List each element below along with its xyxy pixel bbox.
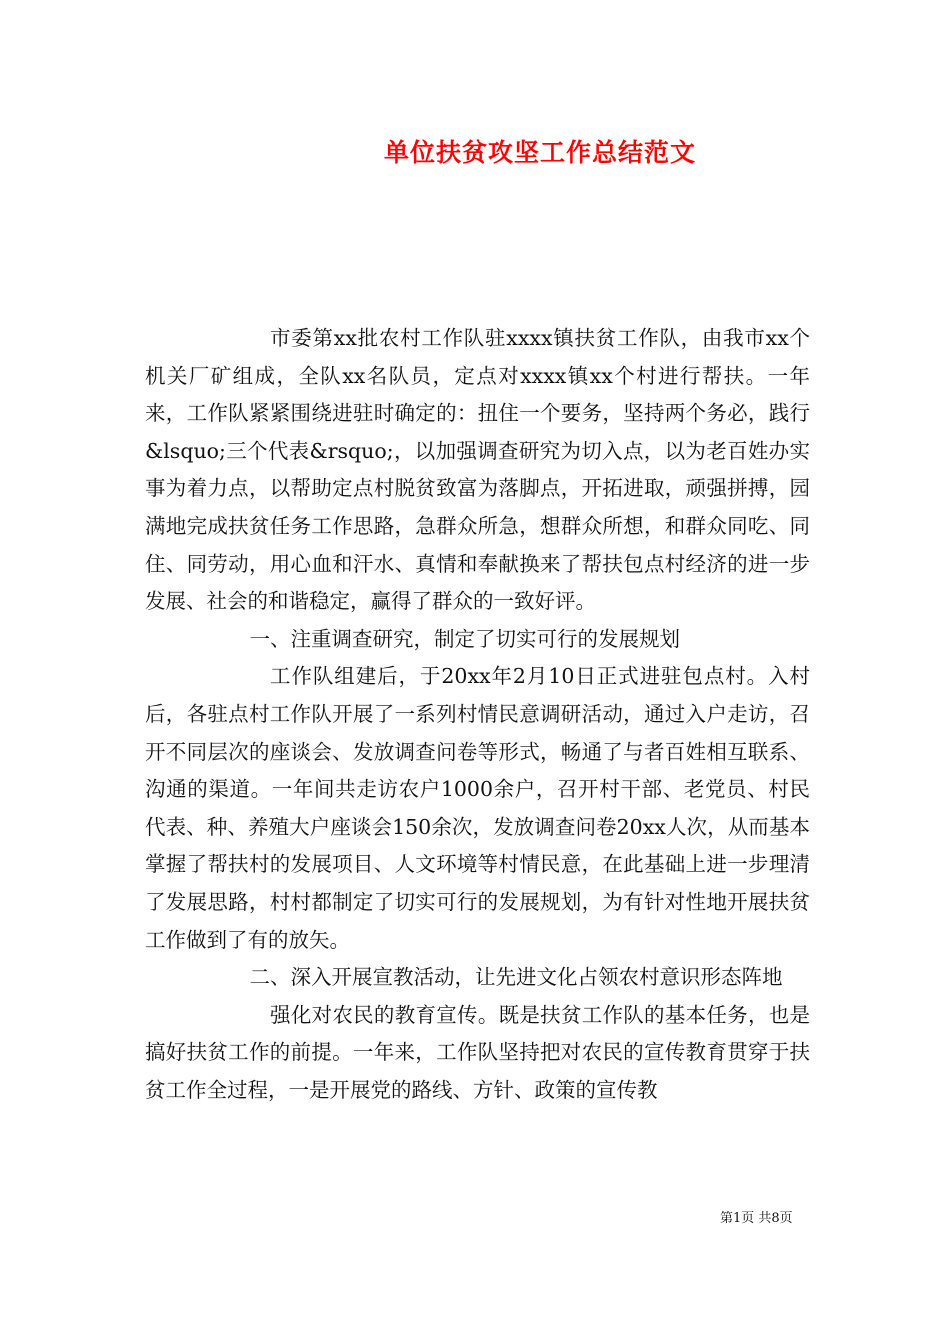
paragraph-section-1: 工作队组建后，于20xx年2月10日正式进驻包点村。入村后，各驻点村工作队开展了一系列村情民意调研活动，通过入户走访，召开不同层次的座谈会、发放调查问卷等形式，畅通了与者百姓相互联系、沟通的渠道。一年间共走访农户1000余户，召开村干部、老党员、村民代表、种、养殖大户座谈会150余次，发放调查问卷20xx人次，从而基本掌握了帮扶村的发展项目、人文环境等村情民意，在此基础上进一步理清了发展思路，村村都制定了切实可行的发展规划，为有针对性地开展扶贫工作做到了有的放矢。	[145, 664, 810, 952]
page-number-footer: 第1页 共8页	[720, 1211, 793, 1226]
section-heading-1: 一、注重调查研究，制定了切实可行的发展规划	[249, 626, 681, 651]
paragraph-intro: 市委第xx批农村工作队驻xxxx镇扶贫工作队，由我市xx个机关厂矿组成，全队xx名队员，定点对xxxx镇xx个村进行帮扶。一年来，工作队紧紧围绕进驻时确定的：扭住一个要务，坚持两个务必，践行&lsquo;三个代表&rsquo;，以加强调查研究为切入点，以为老百姓办实事为着力点，以帮助定点村脱贫致富为落脚点，开拓进取，顽强拼搏，园满地完成扶贫任务工作思路，急群众所急，想群众所想，和群众同吃、同住、同劳动，用心血和汗水、真情和奉献换来了帮扶包点村经济的进一步发展、社会的和谐稳定，赢得了群众的一致好评。	[145, 326, 810, 614]
paragraph-section-2: 强化对农民的教育宣传。既是扶贫工作队的基本任务，也是搞好扶贫工作的前提。一年来，工作队坚持把对农民的宣传教育贯穿于扶贫工作全过程，一是开展党的路线、方针、政策的宣传教	[145, 1002, 810, 1102]
document-body	[145, 320, 810, 1109]
section-heading-2: 二、深入开展宣教活动，让先进文化占领农村意识形态阵地	[249, 965, 783, 990]
document-title: 单位扶贫攻坚工作总结范文	[383, 138, 696, 167]
